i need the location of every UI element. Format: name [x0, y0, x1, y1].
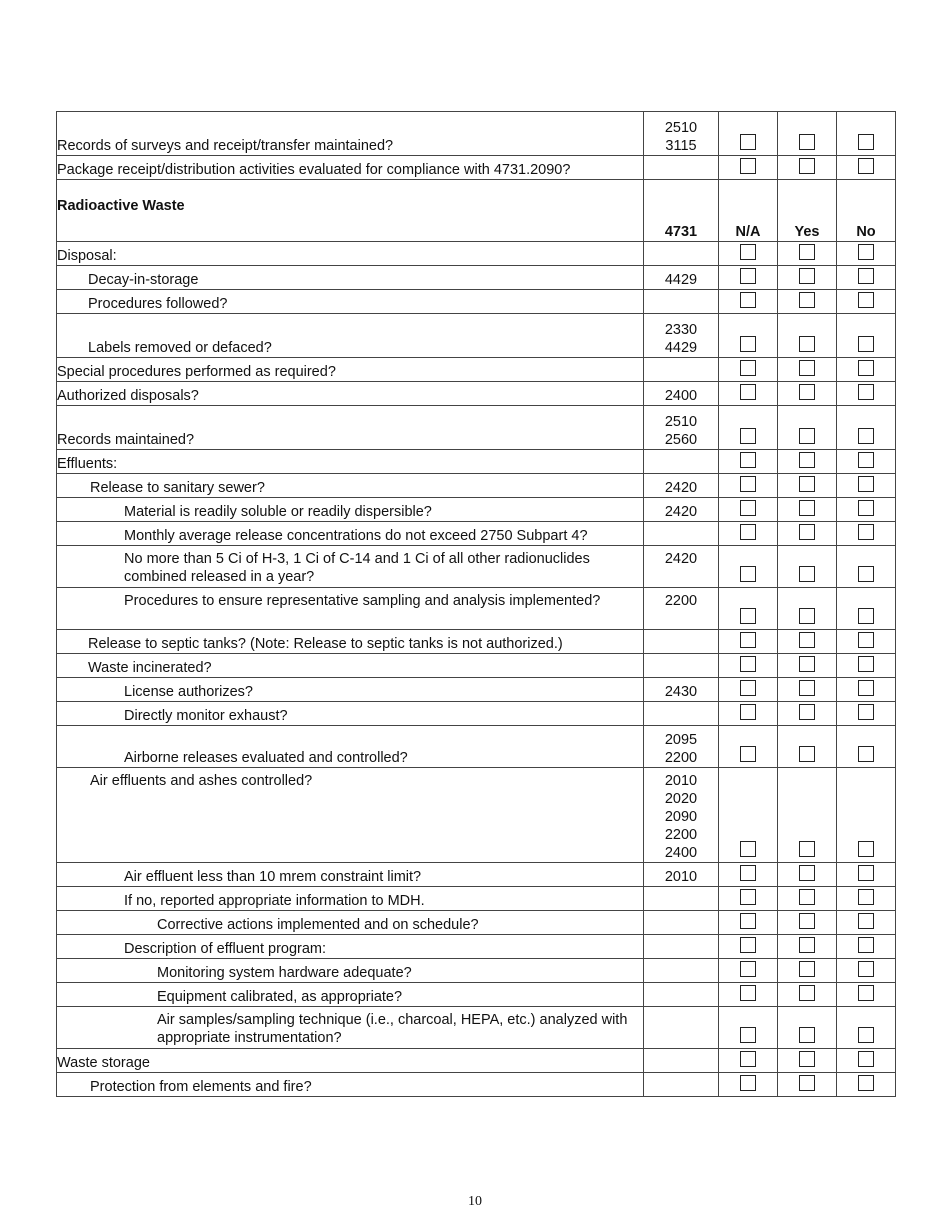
question-text: Equipment calibrated, as appropriate? — [57, 983, 644, 1007]
checklist-row — [57, 546, 896, 588]
no-checkbox[interactable] — [858, 1027, 874, 1043]
inspection-checklist-table — [56, 111, 896, 1097]
na-checkbox[interactable] — [740, 608, 756, 624]
no-checkbox[interactable] — [858, 889, 874, 905]
checklist-row — [57, 654, 896, 678]
checklist-row — [57, 1049, 896, 1073]
checklist-row — [57, 678, 896, 702]
regulation-reference — [644, 630, 719, 654]
yes-checkbox[interactable] — [799, 656, 815, 672]
yes-checkbox[interactable] — [799, 608, 815, 624]
no-checkbox[interactable] — [858, 476, 874, 492]
yes-checkbox[interactable] — [799, 476, 815, 492]
na-checkbox[interactable] — [740, 937, 756, 953]
no-checkbox[interactable] — [858, 985, 874, 1001]
regulation-reference: 2010 — [644, 863, 719, 887]
checklist-row — [57, 382, 896, 406]
checklist-row — [57, 474, 896, 498]
question-text: Labels removed or defaced? — [57, 314, 644, 358]
yes-checkbox[interactable] — [799, 937, 815, 953]
checklist-row — [57, 450, 896, 474]
question-text: Effluents: — [57, 450, 644, 474]
no-checkbox[interactable] — [858, 656, 874, 672]
na-checkbox[interactable] — [740, 961, 756, 977]
na-checkbox[interactable] — [740, 244, 756, 260]
yes-checkbox[interactable] — [799, 336, 815, 352]
yes-checkbox[interactable] — [799, 1051, 815, 1067]
no-checkbox[interactable] — [858, 244, 874, 260]
na-checkbox[interactable] — [740, 336, 756, 352]
regulation-reference — [644, 935, 719, 959]
no-checkbox[interactable] — [858, 1051, 874, 1067]
question-text: License authorizes? — [57, 678, 644, 702]
checklist-row — [57, 266, 896, 290]
question-text: Procedures to ensure representative sampling and analysis implemented? — [57, 588, 644, 630]
regulation-reference: 2430 — [644, 678, 719, 702]
yes-checkbox[interactable] — [799, 428, 815, 444]
question-text: Release to sanitary sewer? — [57, 474, 644, 498]
yes-checkbox[interactable] — [799, 360, 815, 376]
no-checkbox[interactable] — [858, 937, 874, 953]
na-checkbox[interactable] — [740, 985, 756, 1001]
no-checkbox[interactable] — [858, 428, 874, 444]
question-text: Special procedures performed as required? — [57, 358, 644, 382]
yes-checkbox[interactable] — [799, 632, 815, 648]
na-checkbox[interactable] — [740, 476, 756, 492]
yes-checkbox[interactable] — [799, 913, 815, 929]
regulation-reference — [644, 522, 719, 546]
checklist-row — [57, 983, 896, 1007]
no-checkbox[interactable] — [858, 500, 874, 516]
regulation-reference: 2510 2560 — [644, 406, 719, 450]
checklist-row — [57, 630, 896, 654]
na-checkbox[interactable] — [740, 524, 756, 540]
question-text: Air effluent less than 10 mrem constraint limit? — [57, 863, 644, 887]
question-text: Records maintained? — [57, 406, 644, 450]
question-text: Corrective actions implemented and on schedule? — [57, 911, 644, 935]
regulation-reference: 2510 3115 — [644, 112, 719, 156]
question-text: Waste incinerated? — [57, 654, 644, 678]
checklist-row — [57, 314, 896, 358]
regulation-reference: 2420 — [644, 474, 719, 498]
no-checkbox[interactable] — [858, 865, 874, 881]
na-checkbox[interactable] — [740, 841, 756, 857]
regulation-reference — [644, 358, 719, 382]
na-checkbox[interactable] — [740, 889, 756, 905]
question-text: Air samples/sampling technique (i.e., charcoal, HEPA, etc.) analyzed with appropriate instrumentation? — [57, 1007, 644, 1049]
regulation-reference — [644, 702, 719, 726]
checklist-row — [57, 588, 896, 630]
yes-checkbox[interactable] — [799, 244, 815, 260]
yes-checkbox[interactable] — [799, 985, 815, 1001]
checklist-row — [57, 935, 896, 959]
question-text: Decay-in-storage — [57, 266, 644, 290]
question-text: Material is readily soluble or readily dispersible? — [57, 498, 644, 522]
checklist-row — [57, 242, 896, 266]
na-checkbox[interactable] — [740, 656, 756, 672]
yes-checkbox[interactable] — [799, 841, 815, 857]
checklist-row — [57, 726, 896, 768]
regulation-reference: 2095 2200 — [644, 726, 719, 768]
checklist-row — [57, 112, 896, 156]
checklist-row — [57, 1073, 896, 1097]
yes-checkbox[interactable] — [799, 1075, 815, 1091]
question-text: Package receipt/distribution activities evaluated for compliance with 4731.2090? — [57, 156, 644, 180]
na-checkbox[interactable] — [740, 158, 756, 174]
na-checkbox[interactable] — [740, 384, 756, 400]
na-checkbox[interactable] — [740, 1027, 756, 1043]
no-checkbox[interactable] — [858, 134, 874, 150]
question-text: If no, reported appropriate information to MDH. — [57, 887, 644, 911]
na-checkbox[interactable] — [740, 704, 756, 720]
regulation-reference: 4429 — [644, 266, 719, 290]
yes-checkbox[interactable] — [799, 889, 815, 905]
yes-checkbox[interactable] — [799, 134, 815, 150]
no-checkbox[interactable] — [858, 524, 874, 540]
regulation-reference — [644, 1049, 719, 1073]
no-checkbox[interactable] — [858, 158, 874, 174]
regulation-reference: 2420 — [644, 498, 719, 522]
checklist-row — [57, 406, 896, 450]
no-checkbox[interactable] — [858, 566, 874, 582]
yes-checkbox[interactable] — [799, 384, 815, 400]
no-checkbox[interactable] — [858, 360, 874, 376]
yes-checkbox[interactable] — [799, 566, 815, 582]
na-checkbox[interactable] — [740, 292, 756, 308]
regulation-reference — [644, 156, 719, 180]
question-text: Authorized disposals? — [57, 382, 644, 406]
regulation-reference — [644, 450, 719, 474]
na-checkbox[interactable] — [740, 1051, 756, 1067]
section-header-row — [57, 180, 896, 242]
page-number: 10 — [468, 1194, 482, 1209]
column-header-yes: Yes — [778, 180, 837, 242]
na-checkbox[interactable] — [740, 913, 756, 929]
na-checkbox[interactable] — [740, 360, 756, 376]
checklist-row — [57, 863, 896, 887]
regulation-reference — [644, 654, 719, 678]
na-checkbox[interactable] — [740, 428, 756, 444]
regulation-reference — [644, 242, 719, 266]
question-text: Monitoring system hardware adequate? — [57, 959, 644, 983]
question-text: Monthly average release concentrations do not exceed 2750 Subpart 4? — [57, 522, 644, 546]
yes-checkbox[interactable] — [799, 292, 815, 308]
yes-checkbox[interactable] — [799, 158, 815, 174]
regulation-reference — [644, 1073, 719, 1097]
question-text: Protection from elements and fire? — [57, 1073, 644, 1097]
regulation-reference — [644, 1007, 719, 1049]
regulation-reference — [644, 983, 719, 1007]
yes-checkbox[interactable] — [799, 452, 815, 468]
no-checkbox[interactable] — [858, 384, 874, 400]
checklist-row — [57, 522, 896, 546]
na-checkbox[interactable] — [740, 865, 756, 881]
checklist-row — [57, 768, 896, 863]
regulation-reference — [644, 290, 719, 314]
no-checkbox[interactable] — [858, 704, 874, 720]
no-checkbox[interactable] — [858, 336, 874, 352]
question-text: Airborne releases evaluated and controlled? — [57, 726, 644, 768]
checklist-row — [57, 358, 896, 382]
yes-checkbox[interactable] — [799, 500, 815, 516]
no-checkbox[interactable] — [858, 268, 874, 284]
yes-checkbox[interactable] — [799, 746, 815, 762]
no-checkbox[interactable] — [858, 608, 874, 624]
question-text: Procedures followed? — [57, 290, 644, 314]
no-checkbox[interactable] — [858, 913, 874, 929]
na-checkbox[interactable] — [740, 1075, 756, 1091]
question-text: No more than 5 Ci of H-3, 1 Ci of C-14 and 1 Ci of all other radionuclides combined released in a year? — [57, 546, 644, 588]
question-text: Release to septic tanks? (Note: Release to septic tanks is not authorized.) — [57, 630, 644, 654]
question-text: Waste storage — [57, 1049, 644, 1073]
checklist-row — [57, 959, 896, 983]
no-checkbox[interactable] — [858, 452, 874, 468]
checklist-row — [57, 911, 896, 935]
question-text: Records of surveys and receipt/transfer maintained? — [57, 112, 644, 156]
regulation-reference: 2420 — [644, 546, 719, 588]
no-checkbox[interactable] — [858, 961, 874, 977]
na-checkbox[interactable] — [740, 632, 756, 648]
regulation-reference — [644, 887, 719, 911]
column-header-no: No — [837, 180, 896, 242]
checklist-row — [57, 702, 896, 726]
na-checkbox[interactable] — [740, 134, 756, 150]
no-checkbox[interactable] — [858, 1075, 874, 1091]
column-header-na: N/A — [719, 180, 778, 242]
question-text: Description of effluent program: — [57, 935, 644, 959]
regulation-reference: 2010 2020 2090 2200 2400 — [644, 768, 719, 863]
regulation-reference: 2200 — [644, 588, 719, 630]
checklist-row — [57, 156, 896, 180]
yes-checkbox[interactable] — [799, 865, 815, 881]
section-title: Radioactive Waste — [57, 180, 644, 242]
checklist-row — [57, 1007, 896, 1049]
regulation-reference: 2330 4429 — [644, 314, 719, 358]
yes-checkbox[interactable] — [799, 268, 815, 284]
na-checkbox[interactable] — [740, 680, 756, 696]
question-text: Air effluents and ashes controlled? — [57, 768, 644, 863]
question-text: Disposal: — [57, 242, 644, 266]
na-checkbox[interactable] — [740, 500, 756, 516]
checklist-row — [57, 290, 896, 314]
yes-checkbox[interactable] — [799, 1027, 815, 1043]
no-checkbox[interactable] — [858, 680, 874, 696]
no-checkbox[interactable] — [858, 746, 874, 762]
yes-checkbox[interactable] — [799, 704, 815, 720]
no-checkbox[interactable] — [858, 841, 874, 857]
regulation-reference — [644, 911, 719, 935]
yes-checkbox[interactable] — [799, 680, 815, 696]
no-checkbox[interactable] — [858, 632, 874, 648]
na-checkbox[interactable] — [740, 566, 756, 582]
regulation-reference: 2400 — [644, 382, 719, 406]
checklist-row — [57, 887, 896, 911]
na-checkbox[interactable] — [740, 268, 756, 284]
na-checkbox[interactable] — [740, 746, 756, 762]
regulation-reference — [644, 959, 719, 983]
no-checkbox[interactable] — [858, 292, 874, 308]
column-header-4731: 4731 — [644, 180, 719, 242]
na-checkbox[interactable] — [740, 452, 756, 468]
yes-checkbox[interactable] — [799, 524, 815, 540]
question-text: Directly monitor exhaust? — [57, 702, 644, 726]
checklist-row — [57, 498, 896, 522]
yes-checkbox[interactable] — [799, 961, 815, 977]
